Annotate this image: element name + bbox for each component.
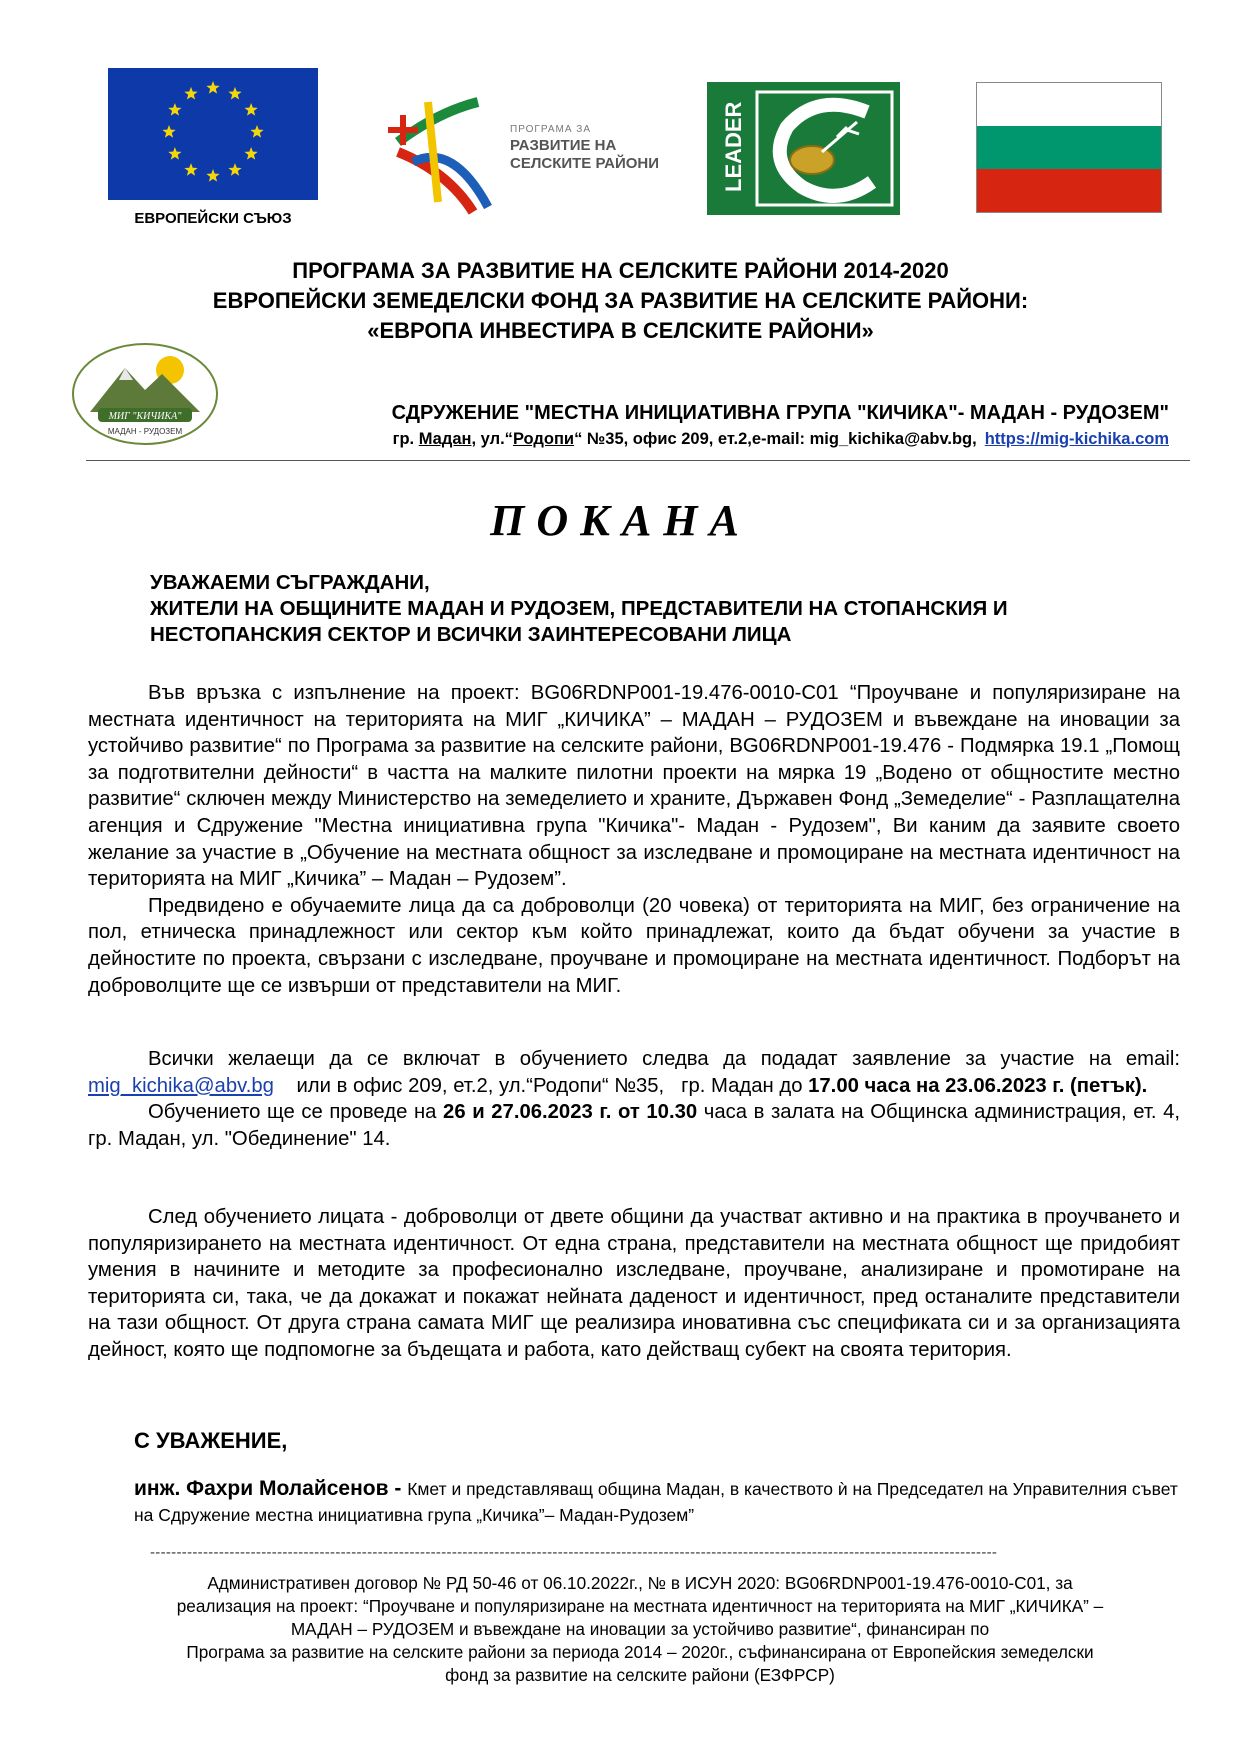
program-title: ПРОГРАМА ЗА РАЗВИТИЕ НА СЕЛСКИТЕ РАЙОНИ 2014-2020 [292,258,949,283]
signatory-role: Кмет и представляващ община Мадан, в качеството ѝ на Председател на Управителния съвет на Сдружение местна инициативна група „Кичика”– Мадан-Рудозем” [134,1479,1178,1525]
slogan: «ЕВРОПА ИНВЕСТИРА В СЕЛСКИТЕ РАЙОНИ» [367,318,874,343]
leader-text: LEADER [721,101,746,192]
email-link[interactable]: mig_kichika@abv.bg [88,1074,274,1097]
eu-star-icon [184,163,197,176]
leader-logo [707,82,900,215]
website-link[interactable]: https://mig-kichika.com [984,430,1169,448]
eu-star-icon [228,87,241,100]
mig-logo-text: МИГ "КИЧИКА" [108,411,182,422]
document-title: ПОКАНА [490,496,751,545]
footer [95,1572,1185,1687]
paragraph-application: Всички желаещи да се включат в обучението следва да подадат заявление за участие на email: mig_kichika@abv.bg или в офис 209, ет.2, ул.“Родопи“ №35, гр. Мадан до 17.00 часа на 23.06.2023 г. (петък). [88,1048,1180,1097]
eu-star-icon [184,87,197,100]
paragraph-training: Обучението ще се проведе на 26 и 27.06.2023 г. от 10.30 часа в залата на Общинска администрация, ет. 4, гр. Мадан, ул. "Обединение" 14. [88,1101,1180,1150]
fund-title: ЕВРОПЕЙСКИ ЗЕМЕДЕЛСКИ ФОНД ЗА РАЗВИТИЕ НА СЕЛСКИТЕ РАЙОНИ: [212,288,1029,313]
eu-star-icon [206,169,219,182]
eu-star-icon [244,147,257,160]
paragraph-volunteers: Предвидено е обучаемите лица да са доброволци (20 човека) от територията на МИГ, без ограничение на пол, етническа принадлежност или сектор към който принадлежат, които да бъдат обучени за участие в дейностите по проекта, свързани с изследване, проучване и промоциране на местната идентичност. Подборът на доброволците ще се извърши от представители на МИГ. [88,894,1180,997]
eu-star-icon [168,103,181,116]
eu-star-icon [162,125,175,138]
signatory-name: инж. Фахри Молайсенов - [134,1477,408,1500]
prsr-line2: РАЗВИТИЕ НА [510,137,617,154]
signatory [134,1476,1184,1528]
salutation-line3: НЕСТОПАНСКИЯ СЕКТОР И ВСИЧКИ ЗАИНТЕРЕСОВАНИ ЛИЦА [150,623,792,646]
organization-name: СДРУЖЕНИЕ "МЕСТНА ИНИЦИАТИВНА ГРУПА "КИЧИКА"- МАДАН - РУДОЗЕМ" [391,402,1169,424]
eu-star-icon [228,163,241,176]
footer-line4: Програма за развитие на селските райони за периода 2014 – 2020г., съфинансирана от Европейския земеделски [186,1642,1094,1662]
organization-address: гр. Мадан, ул.“Родопи“ №35, офис 209, ет.2,e-mail: mig_kichika@abv.bg, https://mig-kichika.com [392,430,1169,448]
prsr-line3: СЕЛСКИТЕ РАЙОНИ [510,155,658,172]
body-section-3 [88,1204,1180,1364]
rural-development-program-logo [378,82,658,217]
prsr-line1: ПРОГРАМА ЗА [510,124,591,135]
paragraph-after-training: След обучението лицата - доброволци от двете общини да участват активно и на практика в проучването и популяризирането на местната идентичност. От една страна, представители на местната общност ще придобият умения в начините и методите за професионално изследване, проучване, анализиране и промотиране на територията си, така, че да докажат и покажат нейната даденост и идентичност, пред останалите представители на тази общност. От друга страна самата МИГ ще реализира иновативна със спецификата си и за организацията дейност, която ще подпомогне за бъдещата и работа, като действащ субект на своята територия. [88,1206,1180,1361]
footer-line3: МАДАН – РУДОЗЕМ и въвеждане на иновации за устойчиво развитие“, финансиран по [290,1619,990,1639]
eu-flag-logo [108,68,318,200]
mig-kichika-logo [70,340,220,448]
eu-star-icon [206,81,219,94]
footer-line2: реализация на проект: “Проучване и популяризиране на местната идентичност на територията на МИГ „КИЧИКА” – [176,1596,1104,1616]
eu-star-icon [250,125,263,138]
mig-logo-subtext: МАДАН - РУДОЗЕМ [107,427,183,436]
eu-stars-icon [108,68,318,200]
paragraph-project: Във връзка с изпълнение на проект: BG06RDNP001-19.476-0010-C01 “Проучване и популяризиране на местната идентичност на територията на МИГ „КИЧИКА” – МАДАН – РУДОЗЕМ и въвеждане на иновации за устойчиво развитие“ по Програма за развитие на селските райони, BG06RDNP001-19.476 - Подмярка 19.1 „Помощ за подготвителни дейности“ в частта на малките пилотни проекти на мярка 19 „Водено от общностите местно развитие“ сключен между Министерство на земеделието и храните, Държавен Фонд „Земеделие“ - Разплащателна агенция и Сдружение "Местна инициативна група "Кичика"- Мадан - Рудозем", Ви каним да заявите своето желание за участие в „Обучение на местната общност за изследване и промоциране на местната идентичност на територията на МИГ „Кичика” – Мадан – Рудозем”. [88,682,1180,891]
footer-line5: фонд за развитие на селските райони (ЕЗФРСР) [445,1665,835,1685]
salutation [150,570,1008,648]
bulgarian-flag [976,82,1162,213]
eu-star-icon [168,147,181,160]
header-divider [86,460,1190,461]
body-section-1 [88,680,1180,999]
regards: С УВАЖЕНИЕ, [134,1428,288,1453]
salutation-line1: УВАЖАЕМИ СЪГРАЖДАНИ, [150,571,430,594]
body-section-2 [88,1046,1180,1152]
footer-line1: Административен договор № РД 50-46 от 06.10.2022г., № в ИСУН 2020: BG06RDNP001-19.476-0010-C01, за [207,1573,1073,1593]
eu-caption: ЕВРОПЕЙСКИ СЪЮЗ [134,210,292,227]
footer-divider: ---------------------------------------------------------------------------------------------------------------------------------------------------------------- [150,1544,998,1561]
salutation-line2: ЖИТЕЛИ НА ОБЩИНИТЕ МАДАН И РУДОЗЕМ, ПРЕДСТАВИТЕЛИ НА СТОПАНСКИЯ И [150,597,1008,620]
eu-star-icon [244,103,257,116]
